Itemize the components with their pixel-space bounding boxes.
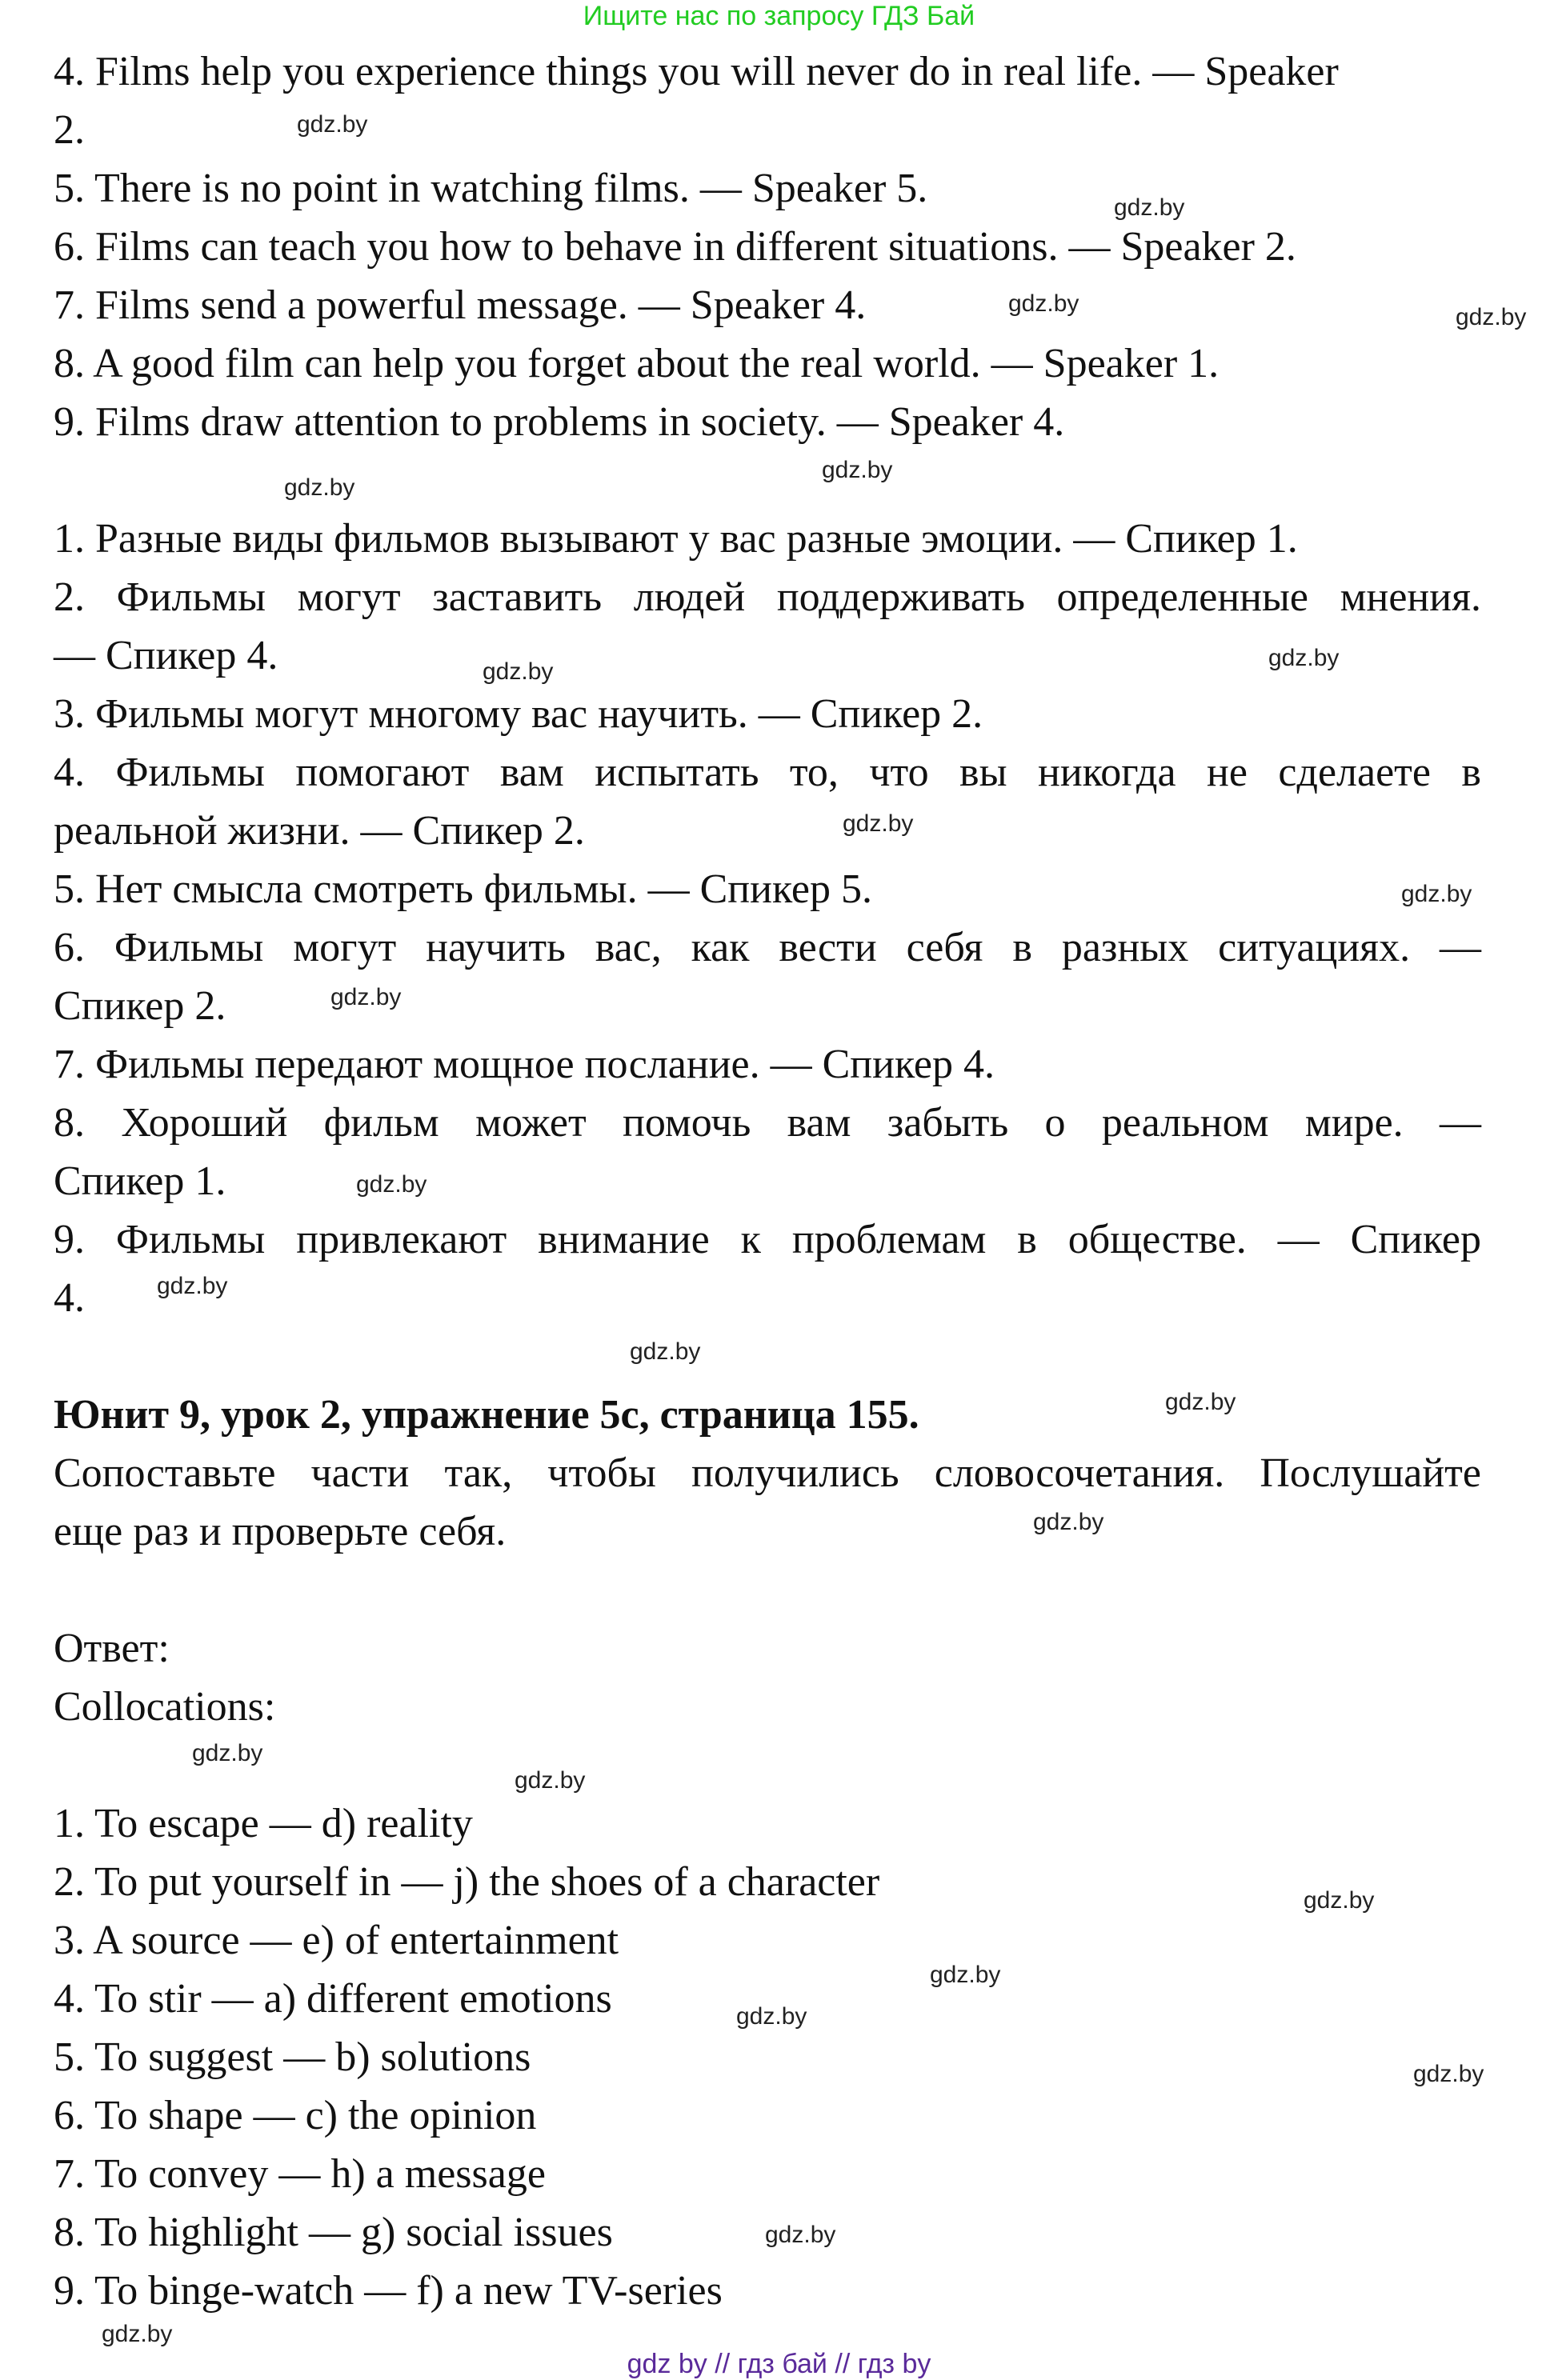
russian-item: Спикер 1. bbox=[54, 1158, 226, 1204]
collocation-item: 4. To stir — a) different emotions bbox=[54, 1976, 612, 2022]
collocation-item: 2. To put yourself in — j) the shoes of a character bbox=[54, 1859, 880, 1905]
spacer bbox=[54, 1561, 1481, 1619]
collocation-item: 7. To convey — h) a message bbox=[54, 2151, 546, 2197]
english-item: 5. There is no point in watching films. — Speaker 5. bbox=[54, 166, 928, 211]
spacer bbox=[54, 451, 1481, 510]
watermark: gdz.by bbox=[515, 1767, 586, 1794]
russian-item: — Спикер 4. bbox=[54, 633, 278, 678]
english-item: 2. bbox=[54, 107, 85, 153]
english-item: 8. A good film can help you forget about the real world. — Speaker 1. bbox=[54, 341, 1220, 386]
footer-links: gdz by // гдз бай // гдз by bbox=[627, 2349, 931, 2379]
russian-item: 3. Фильмы могут многому вас научить. — Спикер 2. bbox=[54, 691, 983, 737]
english-item: 4. Films help you experience things you will never do in real life. — Speaker bbox=[54, 49, 1339, 94]
task-text: Сопоставьте части так, чтобы получились словосочетания. Послушайте bbox=[54, 1450, 1481, 1496]
watermark: gdz.by bbox=[1268, 645, 1340, 671]
watermark: gdz.by bbox=[1456, 304, 1527, 330]
russian-item: 4. Фильмы помогают вам испытать то, что вы никогда не сделаете в bbox=[54, 750, 1481, 795]
english-item: 6. Films can teach you how to behave in different situations. — Speaker 2. bbox=[54, 224, 1296, 270]
collocation-item: 3. A source — e) of entertainment bbox=[54, 1918, 619, 1963]
russian-item: реальной жизни. — Спикер 2. bbox=[54, 808, 585, 854]
answer-document bbox=[54, 42, 1481, 2320]
watermark: gdz.by bbox=[297, 111, 368, 138]
english-item: 9. Films draw attention to problems in society. — Speaker 4. bbox=[54, 399, 1065, 445]
watermark: gdz.by bbox=[330, 984, 402, 1010]
watermark: gdz.by bbox=[284, 474, 355, 501]
russian-item: 2. Фильмы могут заставить людей поддерживать определенные мнения. bbox=[54, 574, 1481, 620]
russian-item: Спикер 2. bbox=[54, 983, 226, 1029]
search-banner: Ищите нас по запросу ГДЗ Бай bbox=[583, 1, 975, 31]
collocation-item: 6. To shape — c) the opinion bbox=[54, 2093, 537, 2138]
russian-item: 8. Хороший фильм может помочь вам забыть о реальном мире. — bbox=[54, 1100, 1481, 1146]
watermark: gdz.by bbox=[765, 2222, 836, 2248]
russian-item: 5. Нет смысла смотреть фильмы. — Спикер 5. bbox=[54, 866, 872, 912]
watermark: gdz.by bbox=[1165, 1389, 1236, 1415]
watermark: gdz.by bbox=[192, 1740, 263, 1766]
english-item: 7. Films send a powerful message. — Speaker 4. bbox=[54, 282, 867, 328]
russian-item: 6. Фильмы могут научить вас, как вести себя в разных ситуациях. — bbox=[54, 925, 1481, 970]
watermark: gdz.by bbox=[356, 1171, 427, 1198]
russian-item: 9. Фильмы привлекают внимание к проблемам в обществе. — Спикер bbox=[54, 1217, 1481, 1262]
watermark: gdz.by bbox=[157, 1273, 228, 1299]
watermark: gdz.by bbox=[1033, 1509, 1104, 1535]
task-text: еще раз и проверьте себя. bbox=[54, 1509, 507, 1554]
watermark: gdz.by bbox=[1401, 881, 1472, 907]
watermark: gdz.by bbox=[843, 810, 914, 837]
watermark: gdz.by bbox=[1114, 194, 1185, 221]
collocations-label: Collocations: bbox=[54, 1684, 276, 1730]
watermark: gdz.by bbox=[102, 2321, 173, 2347]
watermark: gdz.by bbox=[1304, 1887, 1375, 1914]
answer-label: Ответ: bbox=[54, 1626, 170, 1671]
russian-item: 4. bbox=[54, 1275, 85, 1321]
exercise-heading: Юнит 9, урок 2, упражнение 5c, страница 155. bbox=[54, 1392, 919, 1438]
watermark: gdz.by bbox=[483, 658, 554, 685]
spacer bbox=[54, 1327, 1481, 1386]
watermark: gdz.by bbox=[630, 1338, 701, 1365]
collocation-item: 1. To escape — d) reality bbox=[54, 1801, 473, 1846]
collocation-item: 8. To highlight — g) social issues bbox=[54, 2210, 613, 2255]
watermark: gdz.by bbox=[822, 457, 893, 483]
russian-item: 1. Разные виды фильмов вызывают у вас разные эмоции. — Спикер 1. bbox=[54, 516, 1298, 562]
watermark: gdz.by bbox=[930, 1962, 1001, 1988]
spacer bbox=[54, 1736, 1481, 1794]
watermark: gdz.by bbox=[736, 2003, 807, 2030]
watermark: gdz.by bbox=[1008, 290, 1079, 317]
collocation-item: 9. To binge-watch — f) a new TV-series bbox=[54, 2268, 723, 2314]
russian-item: 7. Фильмы передают мощное послание. — Спикер 4. bbox=[54, 1042, 995, 1087]
watermark: gdz.by bbox=[1413, 2061, 1484, 2087]
collocation-item: 5. To suggest — b) solutions bbox=[54, 2034, 531, 2080]
